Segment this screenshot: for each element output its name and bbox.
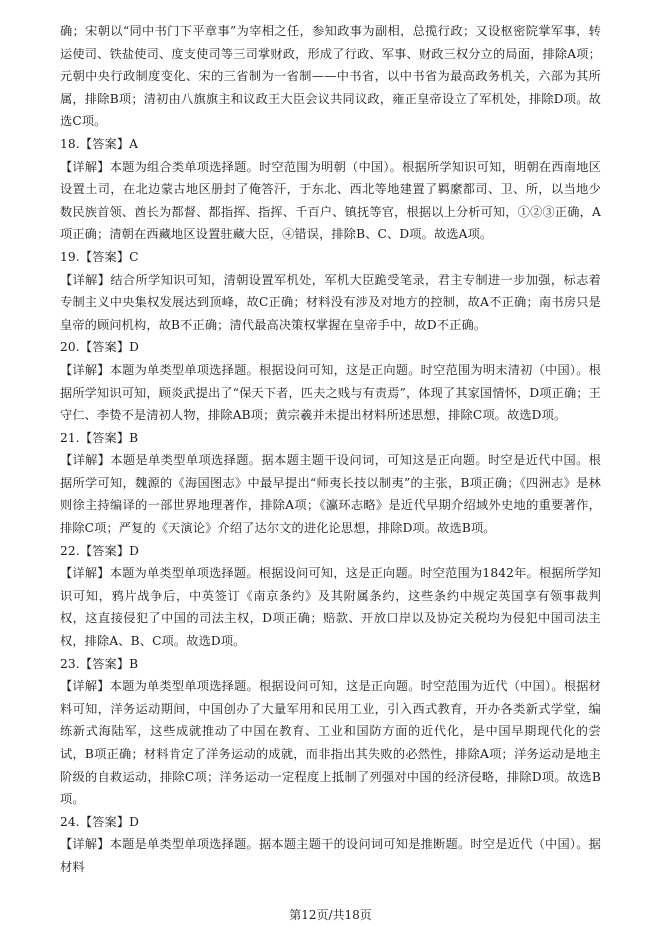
answer-heading-24: 24.【答案】D [60, 814, 140, 829]
answer-heading-21: 21.【答案】B [60, 430, 139, 445]
explanation-paragraph: 【详解】结合所学知识可知，清朝设置军机处，军机大臣跪受笔录，君主专制进一步加强，标志着专制主义中央集权发展达到顶峰，故C正确；材料没有涉及对地方的控制，故A不正确；南书房只是皇帝的顾问机构，故B不正确；清代最高决策权掌握在皇帝手中，故D不正确。 [60, 272, 601, 332]
answer-heading-19: 19.【答案】C [60, 249, 139, 264]
explanation-paragraph: 【详解】本题是单类型单项选择题。据本题主题干的设问词可知是推断题。时空是近代（中国）。据材料 [60, 837, 601, 874]
explanation-paragraph: 【详解】本题为单类型单项选择题。根据设问可知，这是正向题。时空范围为明末清初（中国）。根据所学知识可知，顾炎武提出了“保天下者，匹夫之贱与有责焉”，体现了其家国情怀，D项正确；王守仁、李贽不是清初人物，排除AB项；黄宗羲并未提出材料所述思想，排除C项。故选D项。 [60, 362, 601, 423]
answer-heading-23: 23.【答案】B [60, 656, 139, 671]
document-body [60, 20, 601, 879]
explanation-paragraph: 【详解】本题为单类型单项选择题。根据设问可知，这是正向题。时空范围为1842年。根据所学知识可知，鸦片战争后，中英签订《南京条约》及其附属条约，这些条约中规定英国享有领事裁判权，这直接侵犯了中国的司法主权，D项正确；赔款、开放口岸以及协定关税均为侵犯中国司法主权，排除A、B、C项。故选D项。 [60, 566, 601, 649]
explanation-paragraph: 【详解】本题为组合类单项选择题。时空范围为明朝（中国）。根据所学知识可知，明朝在西南地区设置土司，在北边蒙古地区册封了俺答汗，于东北、西北等地建置了羁縻都司、卫、所，以当地少数民族首领、酋长为都督、都指挥、指挥、千百户、镇抚等官，根据以上分析可知，①②③正确，A项正确；清朝在西藏地区设置驻藏大臣，④错误，排除B、C、D项。故选A项。 [60, 159, 601, 242]
page-number-footer: 第12页/共18页 [289, 908, 372, 922]
answer-heading-18: 18.【答案】A [60, 136, 139, 151]
explanation-paragraph: 确；宋朝以“同中书门下平章事”为宰相之任，参知政事为副相，总揽行政；又设枢密院掌军事，转运使司、铁盐使司、度支使司等三司掌财政，形成了行政、军事、财政三权分立的局面，排除A项；元朝中央行政制度变化、宋的三省制为一省制——中书省，以中书省为最高政务机关，六部为其所属，排除B项；清初由八旗旗主和议政王大臣会议共同议政，雍正皇帝设立了军机处，排除D项。故选C项。 [60, 24, 601, 129]
answer-heading-22: 22.【答案】D [60, 543, 140, 558]
explanation-paragraph: 【详解】本题是单类型单项选择题。据本题主题干设问词，可知这是正向题。时空是近代中国。根据所学可知，魏源的《海国图志》中最早提出“师夷长技以制夷”的主张，B项正确；《四洲志》是林则徐主持编译的一部世界地理著作，排除A项；《瀛环志略》是近代早期介绍域外史地的重要著作，排除C项；严复的《天演论》介绍了达尔文的进化论思想，排除D项。故选B项。 [60, 453, 601, 536]
explanation-paragraph: 【详解】本题为单类型单项选择题。根据设问可知，这是正向题。时空范围为近代（中国）。根据材料可知，洋务运动期间，中国创办了大量军用和民用工业，引入西式教育，开办各类新式学堂，编练新式海陆军，这些成就推动了中国在教育、工业和国防方面的近代化，是中国早期现代化的尝试，B项正确；材料肯定了洋务运动的成就，而非指出其失败的必然性，排除A项；洋务运动是地主阶级的自救运动，排除C项；洋务运动一定程度上抵制了列强对中国的经济侵略，排除D项。故选B项。 [60, 679, 601, 807]
answer-heading-20: 20.【答案】D [60, 340, 140, 355]
